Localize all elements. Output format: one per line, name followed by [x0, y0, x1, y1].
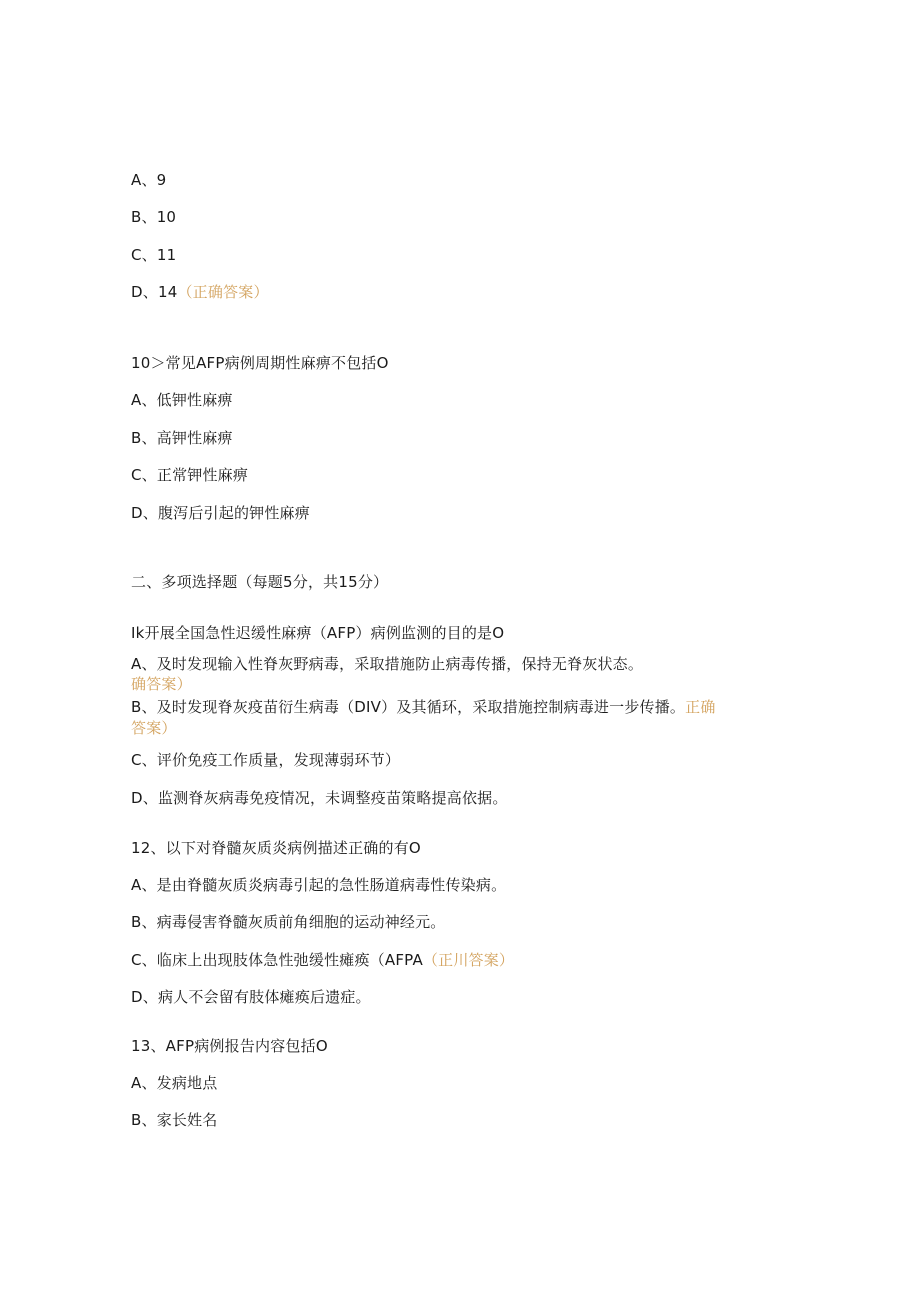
q9-option-d-text: D、14: [131, 283, 178, 301]
q13-question: 13、AFP病例报告内容包括O: [131, 1037, 328, 1055]
q11-option-b: [131, 697, 716, 717]
q11-option-a-answer-mark: 确答案）: [131, 675, 192, 693]
q13-option-a: A、发病地点: [131, 1074, 218, 1092]
q10-question: 10＞常见AFP病例周期性麻痹不包括O: [131, 354, 389, 372]
q9-correct-answer-mark: （正确答案）: [177, 283, 269, 301]
q11-option-b-answer-mark: 正确: [685, 698, 716, 716]
q10-option-a: A、低钾性麻痹: [131, 391, 233, 409]
q12-option-d: D、病人不会留有肢体瘫痪后遗症。: [131, 988, 371, 1006]
q10-option-b: B、高钾性麻痹: [131, 429, 233, 447]
q11-option-c: C、评价免疫工作质量，发现薄弱环节）: [131, 751, 401, 769]
q9-option-b: B、10: [131, 208, 177, 226]
q9-option-a: A、9: [131, 171, 167, 189]
q12-option-c: [131, 950, 514, 970]
q12-question: 12、以下对脊髓灰质炎病例描述正确的有O: [131, 839, 421, 857]
q11-option-a: A、及时发现输入性脊灰野病毒，采取措施防止病毒传播，保持无脊灰状态。: [131, 655, 644, 673]
q10-option-c: C、正常钾性麻痹: [131, 466, 249, 484]
q11-option-b-text: B、及时发现脊灰疫苗衍生病毒（DIV）及其循环，采取措施控制病毒进一步传播。: [131, 698, 686, 716]
q13-option-b: B、家长姓名: [131, 1111, 218, 1129]
q10-option-d: D、腹泻后引起的钾性麻痹: [131, 504, 310, 522]
q12-option-a: A、是由脊髓灰质炎病毒引起的急性肠道病毒性传染病。: [131, 876, 507, 894]
q12-option-b: B、病毒侵害脊髓灰质前角细胞的运动神经元。: [131, 913, 446, 931]
q11-option-d: D、监测脊灰病毒免疫情况，未调整疫苗策略提高依据。: [131, 789, 508, 807]
q12-option-c-text: C、临床上出现肢体急性弛缓性瘫痪（AFPA: [131, 951, 423, 969]
section-heading-multiple-choice: 二、多项选择题（每题5分，共15分）: [131, 573, 389, 591]
q12-correct-answer-mark: （正川答案）: [422, 951, 515, 969]
q9-option-c: C、11: [131, 246, 177, 264]
q9-option-d: [131, 282, 269, 302]
q11-option-b-answer-mark-cont: 答案）: [131, 719, 177, 737]
q11-question: Ik开展全国急性迟缓性麻痹（AFP）病例监测的目的是O: [131, 624, 505, 642]
